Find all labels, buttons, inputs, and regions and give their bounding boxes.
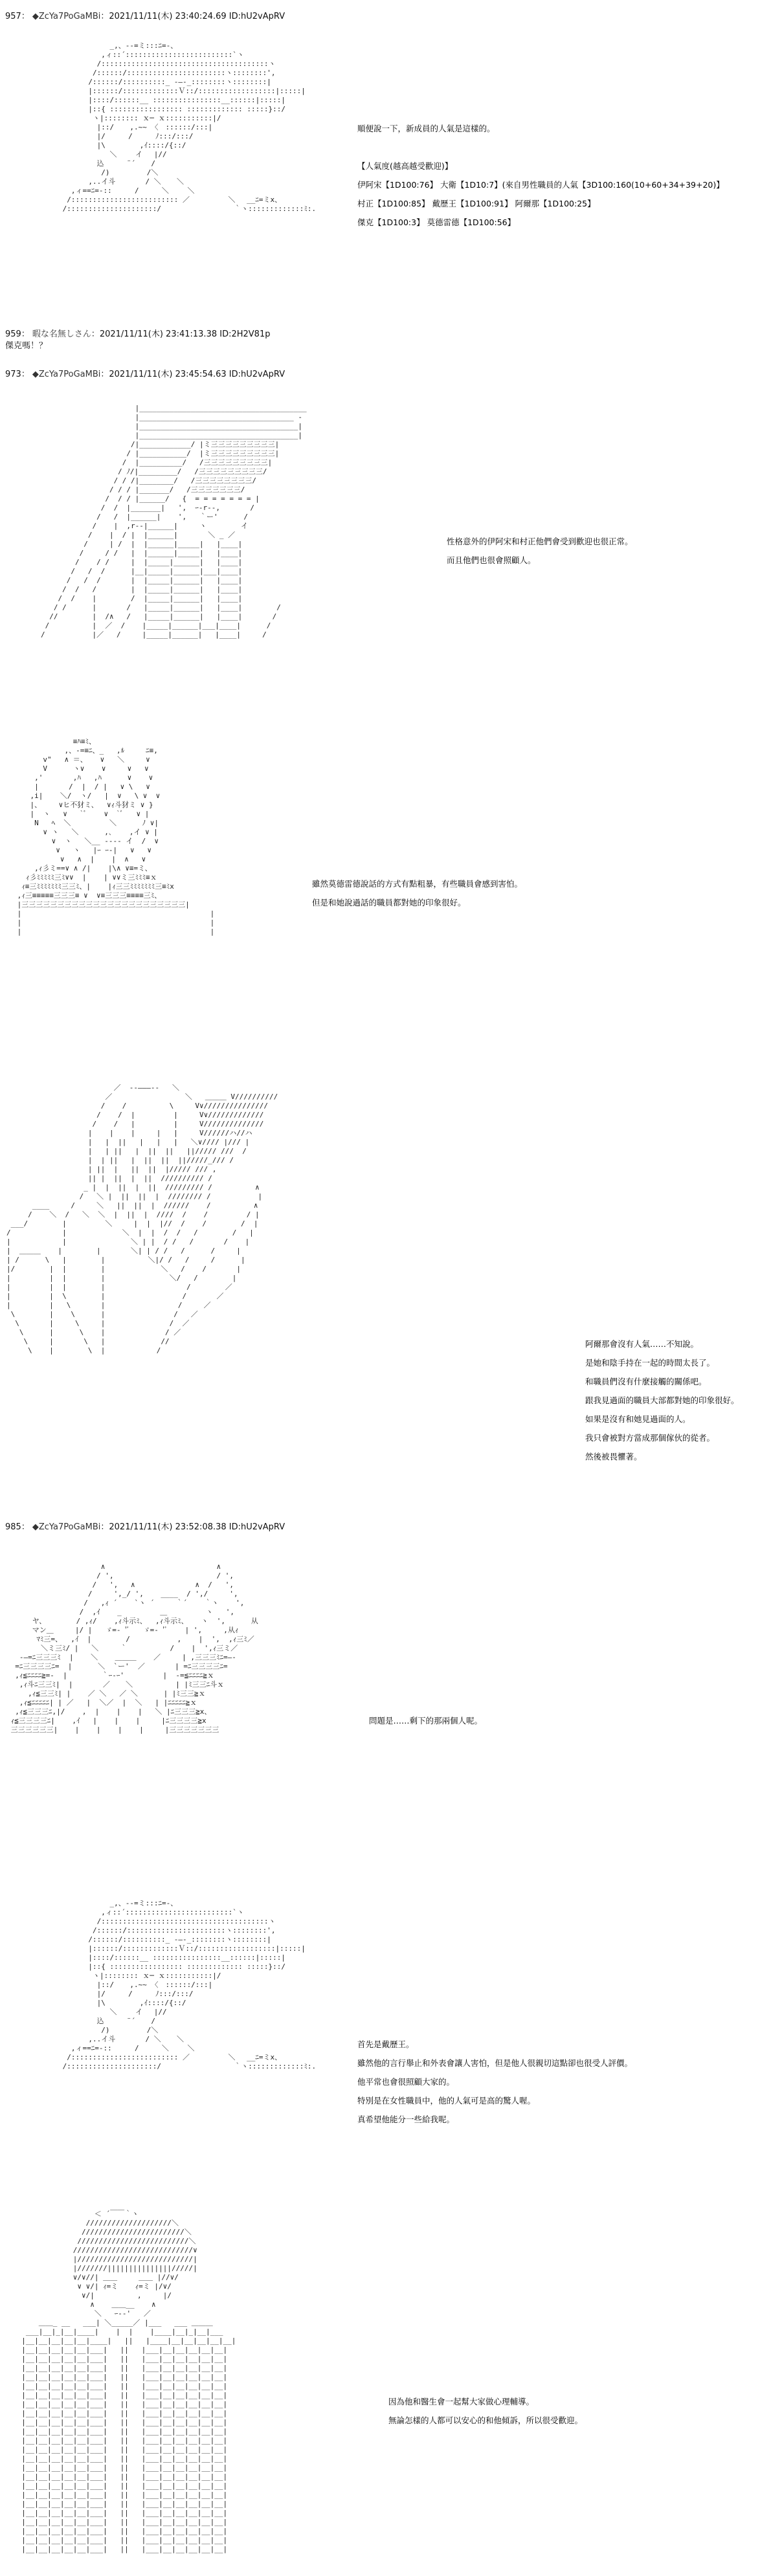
caption-line: 而且他們也很會照顧人。 xyxy=(447,555,536,565)
caption-line: 傑克【1D100:3】 莫德雷德【1D100:56】 xyxy=(357,217,516,227)
caption-line: 然後被畏懼著。 xyxy=(585,1452,642,1461)
caption-block-5 xyxy=(369,1711,482,1730)
caption-block-4 xyxy=(585,1335,739,1466)
caption-line: 首先是戴歷王。 xyxy=(357,2039,414,2049)
poster-name: ◆ZcYa7PoGaMBi xyxy=(32,1522,101,1532)
caption-line: 和職員們沒有什麼接觸的關係吧。 xyxy=(585,1377,707,1386)
post-header-959 xyxy=(5,327,270,339)
caption-line: 性格意外的伊阿宋和村正他們會受到歡迎也很正常。 xyxy=(447,537,633,546)
caption-line: 【人氣度(越高越受歡迎)】 xyxy=(357,161,453,171)
caption-line: 雖然莫德雷德說話的方式有點粗暴，有些職員會感到害怕。 xyxy=(312,879,523,889)
caption-line: 但是和她說過話的職員都對她的印象很好。 xyxy=(312,898,466,907)
ascii-art-character-3: ≡ﾊ≡ﾐ、 ,、-=≡ﾆ、_ ,ﾙ ﾆ≡, v" ∧ ＝、 ∨ ＼ ∨ V ヽ∨ ∨ ∨ ∨ ,' ,ﾊ ,ﾊ ∨ ∨ | / | / | ∨ \ ∨ ,i| ＼/ ヽ/ | ∨ \ ∨ ∨ |、 ∨ヒ不犲ミ、 ∨ｨ斗犲ミ ∨ } | ヽ ∨ `ﾞ ∨ `ﾞ ∨ | N ﾍ ＼ ＼ ﾉ ∨| ∨ ヽ ＼ ,､ ,イ ∨ | ∨ ヽ ＼__ ‐‐‐‐ イ / ∨ ∨ ヽ |ｰ ｰ‐| ∨ ∨ ∨ ∧ | | ∧ ∨ ,ｨ彡ミ==∨ ∧ /| |\∧ ∨≡=ミ、 ｨ彡ﾐﾐﾐﾐﾐ三ﾐ∨∨ | | ∨∨ミ三ﾐﾐﾐ≡ｘ ｨ≡三ﾐﾐﾐﾐﾐﾐﾐ三三ﾐ、| |ｨ三三ﾐﾐﾐﾐﾐﾐﾐ三≡ﾐx ,ｨ三≡≡≡≡≡三三三≡ ∨ ∨≡三三三≡≡≡≡三ﾐ、 |三三三三三三三三三三三三三三三三三三三三三三三| | | | | | | xyxy=(17,737,215,936)
post-header-973 xyxy=(5,367,285,379)
caption-line: 他平常也會很照顧大家的。 xyxy=(357,2077,455,2087)
poster-name: ◆ZcYa7PoGaMBi xyxy=(32,370,101,379)
reply-body-959: 傑克嗎！？ xyxy=(5,341,48,351)
caption-line: 伊阿宋【1D100:76】 大衛【1D10:7】(來自男性職員的人氣【3D100:160(10+60+34+39+20)】 xyxy=(357,180,724,190)
caption-line: 無論怎樣的人都可以安心的和他傾訴，所以很受歡迎。 xyxy=(388,2415,583,2425)
caption-block-1 xyxy=(357,119,724,232)
caption-line: 雖然他的言行舉止和外表會讓人害怕，但是他人很親切這點卻也很受人評價。 xyxy=(357,2058,633,2068)
ascii-art-character-6: _,、-‐=ミ:::ﾆ=-、 ,ィ::´:::::::::::::::::::::::::`ヽ /:::::::::::::::::::::::::::::::::::::::ヽ /::::::/:::::::::::::::::::::::ヽ::::::::', /::::::/::::::::::_ -―-_::::::::ヽ::::::::| |::::::/:::::::::::::Ｖ::/::::::::::::::::::|:::::| |::::/::::::__ ::::::::::::::::__::::::|:::::| |::{ ::::::::::::::::: ::::::::::::: :::::}::/ ヽ|:::::::: ｘ─ ｘ:::::::::::|/ |::/ ,.~~ 〈 ::::::/:::| |/ / ﾉ:::/:::/ |\ ,ｲ::::/{::/ ＼ イ |// 込 ¨´ / /) /＼ ,..イ斗 / ＼ ＼ ,ィ==ﾆ=-:: / ＼ ＼ /::::::::::::::::::::::::: ／ ＼ __ﾆ=ミx、 /:::::::::::::::::::::/ ｀ヽ:::::::::::::ﾐ:. xyxy=(62,1899,317,2071)
post-number[interactable]: 957： xyxy=(5,12,30,21)
caption-line: 村正【1D100:85】 戴歷王【1D100:91】 阿爾那【1D100:25】 xyxy=(357,199,596,208)
caption-block-6 xyxy=(357,2035,632,2129)
caption-line: 是她和陰手持在一起的時間太長了。 xyxy=(585,1358,715,1368)
poster-name: 暇な名無しさん xyxy=(32,329,91,339)
post-number[interactable]: 959： xyxy=(5,329,30,339)
caption-line: 阿爾那會沒有人氣……不知說。 xyxy=(585,1339,699,1349)
caption-line: 我只會被對方當成那個傢伙的從者。 xyxy=(585,1433,715,1443)
caption-line: 跟我見過面的職員大部都對她的印象很好。 xyxy=(585,1395,739,1405)
post-meta: ：2021/11/11(木) 23:41:13.38 ID:2H2V81p xyxy=(91,329,271,339)
ascii-art-character-4: ／ ‐‐―――‐‐ ＼ ／ ＼ ＿＿＿ V////////// / / \ V∨/////////////// / / | | V∨///////////// / / | | V////////////// | | | | | V//////ハ//ハ | | || | | | ＼∨//// |/// | | | || | || || ||///// /// / | | || | || || ||/////_/// / | || | || || |///// /// , || | || | || ////////// / _ | | || | || ///////// / ∧ / ＼ | || || | //////// / | ____ / ＼ || || | ////// / ∧ / ＼ / ＼ ＼ | || | //// / / / | ___/ | ＼ | | |// / / / | / | ＼ | | / / / / | | | ＼ | | / / / / | | ＿＿＿ | | ＼| | / / / / | | / \ | | ＼|/ / / / | |/ | | | ＼ / / | | | | | ＼/ / | | | | | / ／ | | \ | / ／ | | \ | / ／ \ | \ | / ／ \ | \ | / ／ \ | \ | / ／ \ | \ | // \ | \ | / xyxy=(6,1083,278,1355)
caption-line: 順便說一下，新成員的人氣是這樣的。 xyxy=(357,124,495,133)
caption-line: 因為他和醫生會一起幫大家做心理輔導。 xyxy=(388,2397,535,2406)
post-meta: ：2021/11/11(木) 23:40:24.69 ID:hU2vApRV xyxy=(100,12,285,21)
ascii-art-character-7: ＜ ´￣￣｀ヽ ////////////////////＼ ////////////////////////＼ //////////////////////////＼ ////////////////////////////∨ |///////////////////////////| |///////|||||||||||||||/////| ∨/∨//| ＿＿ ＿＿ |//∨/ ∨ ∨/| ｨ=ミ ｨ=ミ |/∨/ ∨/| , |/ ∧ ＿＿__ ∧ ＼ ｰ‐‐' ／ ＿＿_ __ ___| ＼_____／ |___ ___ ＿＿＿ ___|__|_|__|____| | | |____|__|_|__|___ |__|__|__|__|__|____| || |____|__|__|__|__|__| |__|__|__|__|__|___| || |___|__|__|__|__|__| |__|__|__|__|__|___| || |___|__|__|__|__|__| |__|__|__|__|__|___| || |___|__|__|__|__|__| |__|__|__|__|__|___| || |___|__|__|__|__|__| |__|__|__|__|__|___| || |___|__|__|__|__|__| |__|__|__|__|__|___| || |___|__|__|__|__|__| |__|__|__|__|__|___| || |___|__|__|__|__|__| |__|__|__|__|__|___| || |___|__|__|__|__|__| |__|__|__|__|__|___| || |___|__|__|__|__|__| |__|__|__|__|__|___| || |___|__|__|__|__|__| |__|__|__|__|__|___| || |___|__|__|__|__|__| |__|__|__|__|__|___| || |___|__|__|__|__|__| |__|__|__|__|__|___| || |___|__|__|__|__|__| |__|__|__|__|__|___| || |___|__|__|__|__|__| |__|__|__|__|__|___| || |___|__|__|__|__|__| |__|__|__|__|__|___| || |___|__|__|__|__|__| |__|__|__|__|__|___| || |___|__|__|__|__|__| |__|__|__|__|__|___| || |___|__|__|__|__|__| |__|__|__|__|__|___| || |___|__|__|__|__|__| |__|__|__|__|__|___| || |___|__|__|__|__|__| |__|__|__|__|__|___| || |___|__|__|__|__|__| |__|__|__|__|__|___| || |___|__|__|__|__|__| |__|__|__|__|__|___| || |___|__|__|__|__|__| xyxy=(21,2210,236,2553)
post-meta: ：2021/11/11(木) 23:52:08.38 ID:hU2vApRV xyxy=(100,1522,285,1532)
caption-line: 特別是在女性職員中，他的人氣可是高的驚人喔。 xyxy=(357,2096,536,2105)
post-header-957 xyxy=(5,9,285,21)
caption-block-7 xyxy=(388,2392,583,2430)
post-header-985 xyxy=(5,1520,285,1532)
caption-line: 問題是……剩下的那兩個人呢。 xyxy=(369,1716,483,1726)
caption-block-3 xyxy=(312,874,522,912)
caption-line: 如果是沒有和她見過面的人。 xyxy=(585,1414,691,1424)
caption-block-2 xyxy=(447,532,633,570)
poster-name: ◆ZcYa7PoGaMBi xyxy=(32,12,101,21)
caption-line xyxy=(357,138,724,157)
ascii-art-character-1: _,、-‐=ミ:::ﾆ=-、 ,ィ::´:::::::::::::::::::::::::`ヽ /:::::::::::::::::::::::::::::::::::::::ヽ /::::::/:::::::::::::::::::::::ヽ::::::::', /::::::/::::::::::_ -―-_::::::::ヽ::::::::| |::::::/:::::::::::::Ｖ::/::::::::::::::::::|:::::| |::::/::::::__ ::::::::::::::::__::::::|:::::| |::{ ::::::::::::::::: ::::::::::::: :::::}::/ ヽ|:::::::: ｘ─ ｘ:::::::::::|/ |::/ ,.~~ 〈 ::::::/:::| |/ / ﾉ:::/:::/ |\ ,ｲ::::/{::/ ＼ イ |// 込 ¨´ / /) /＼ ,..イ斗 / ＼ ＼ ,ィ==ﾆ=-:: / ＼ ＼ /::::::::::::::::::::::::: ／ ＼ __ﾆ=ミx、 /:::::::::::::::::::::/ ｀ヽ:::::::::::::ﾐ:. xyxy=(62,41,317,213)
ascii-art-character-5: ∧ ∧ / ', / ', / ', ∧ ∧ / ', / ',_/ ', ____ / ',/ ', / ,ｨ ´ `ヽ ´ ｀´ ｀ヽ ', / ,ｲ _ ＿ ヽ ', ヤ、 / ,ｨ/ ,ｨ斗示ﾐ、 ,ｨ斗示ﾐ、 ヽ ', 从 マン＿ |/ | ゞ=‐ 'ﾞ ゞ=‐ 'ﾞ | ', ,从ｨ ﾏﾐ三=、 ,ｲ | / , | ', ,ｨ三ﾐ／ ＼ミ三ﾐ/ | ＼ ｀ / | ',ｨ三ミ／ -―=ﾆ三三三ﾐ | ＼ ＿＿＿ ／ | ,三三三ﾐﾆ=―- =ﾆ三三三三ﾆ= | ＼ `ー' ／ | =ﾆ三三三三ﾆ= ,ｨ≦ﾆﾆﾆﾆ≧=- | ｀ｰ‐ｰ' | -=≦ﾆﾆﾆﾆ≧ｘ ,ｨ斗ﾆ三三ﾐ| | ／ ＼ | |ﾐ三三ﾆ斗ｘ ,ｨ≦三三ﾐ| | ／ ＼ ／ ＼ | |ﾐ三三≧ｘ ,ｨ≦ﾆﾆﾆﾆﾆ| | ／ | ＼／ | ＼ | |ﾆﾆﾆﾆﾆ≧ｘ ,ｨ≦三三三ﾆ,|/ , | | | ＼ |ﾆ三三三≧x、 ｨ≦三三三三ﾆ| ,ｲ | | | |ﾆ三三三三≧x 三三三三三三| | | | | |三三三三三三三 xyxy=(10,1562,258,1734)
post-number[interactable]: 973： xyxy=(5,370,30,379)
ascii-art-character-2: |_______________________________________ |____________________________________ - |_____________________________________| |_____________________________________| /|____________/ |ミ三三三三三三三三三| / |___________/ |ミ三三三三三三三三三| / |__________/ /三三三三三三三三三| / ﾉ/|_________/ /三三三三三三三三三/ / / /|________/ /三三三三三三三三/ / / / |_______/ /三三三三三三三/ / / / |______/ { = = = = = = = | / / |_______| ', ｰ‐r-‐, / / / |______| ', ｀ー' / / | ,r‐-|______| ヽ イ / | / | |______| ＼ _ ／ / | / | |______|_____| |____| / / / | |______|_____| |____| / / / | |_____|______| |____| / / / |__|_____|______|___|____| / / / | |_____|______| |____| / / / | |_____|______| |____| / / | / |_____|______| |____| / / | / |_____|______| |____| / // | /∧ / |_____|______| |____| / / | ／ / |_____|______|___|____| / / |／ / |_____|______| |____| / xyxy=(40,404,307,639)
post-number[interactable]: 985： xyxy=(5,1522,30,1532)
caption-line: 真希望他能分一些給我呢。 xyxy=(357,2115,455,2124)
post-meta: ：2021/11/11(木) 23:45:54.63 ID:hU2vApRV xyxy=(100,370,285,379)
